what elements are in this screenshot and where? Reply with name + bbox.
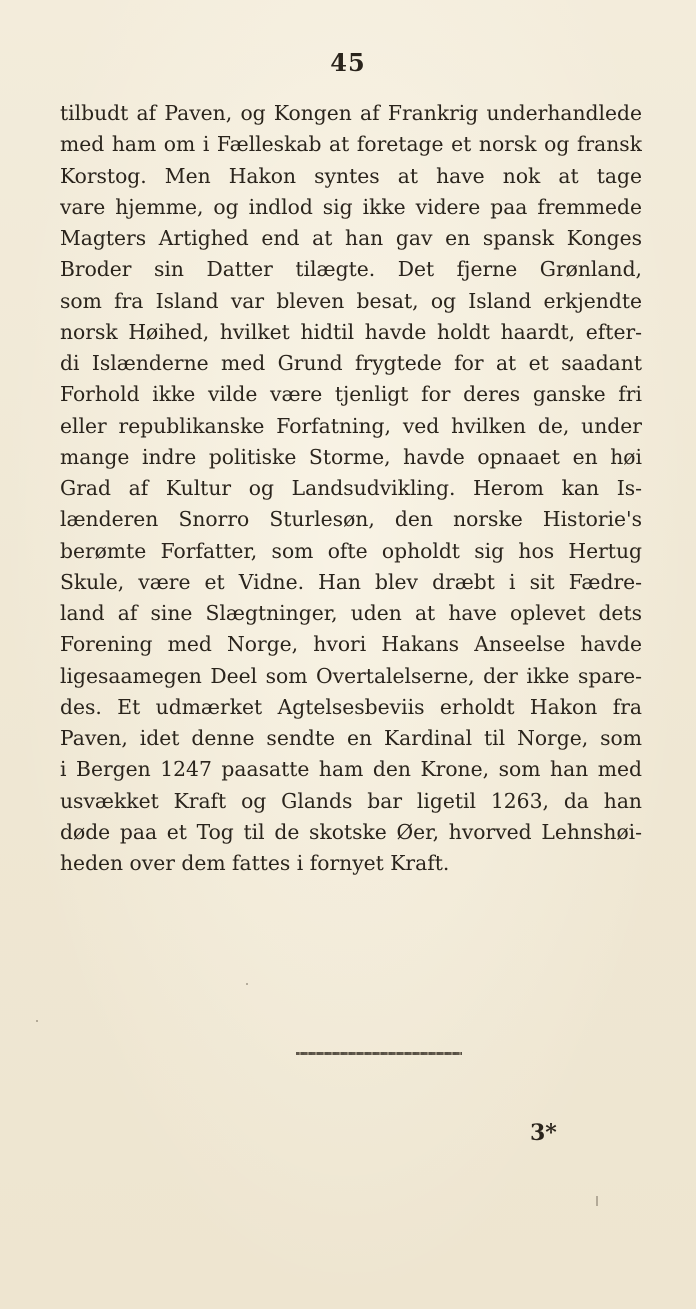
- text-line: norsk Høihed, hvilket hidtil havde holdt haardt, efter-: [60, 319, 642, 344]
- text-line: tilbudt af Paven, og Kongen af Frankrig underhandlede: [60, 101, 642, 125]
- paper-speck: [246, 983, 248, 985]
- text-line: ligesaamegen Deel som Overtalelserne, der ikke spare-: [60, 663, 642, 688]
- text-line: Forhold ikke vilde være tjenligt for deres ganske fri: [60, 382, 642, 407]
- text-line: døde paa et Tog til de skotske Øer, hvorved Lehnshøi-: [60, 819, 642, 844]
- text-line: i Bergen 1247 paasatte ham den Krone, som han med: [60, 757, 642, 782]
- text-line: berømte Forfatter, som ofte opholdt sig hos Hertug: [60, 538, 642, 563]
- text-line: eller republikanske Forfatning, ved hvilken de, under: [60, 413, 642, 438]
- text-line: des. Et udmærket Agtelsesbeviis erholdt Hakon fra: [60, 694, 642, 719]
- text-line: heden over dem fattes i fornyet Kraft.: [60, 851, 450, 875]
- text-line: mange indre politiske Storme, havde opnaaet en høi: [60, 444, 642, 469]
- text-line: Paven, idet denne sendte en Kardinal til Norge, som: [60, 726, 642, 750]
- page-number: 45: [330, 48, 366, 77]
- text-line: Skule, være et Vidne. Han blev dræbt i sit Fædre-: [60, 569, 642, 594]
- text-line: usvækket Kraft og Glands bar ligetil 1263, da han: [60, 788, 642, 813]
- text-line: med ham om i Fælleskab at foretage et norsk og fransk: [60, 132, 642, 157]
- text-line: lænderen Snorro Sturlesøn, den norske Historie's: [60, 507, 642, 532]
- paper-speck: [36, 1020, 38, 1022]
- text-line: Broder sin Datter tilægte. Det fjerne Grønland,: [60, 257, 642, 282]
- text-line: som fra Island var bleven besat, og Island erkjendte: [60, 288, 642, 313]
- signature-mark: 3*: [530, 1120, 557, 1146]
- text-line: Korstog. Men Hakon syntes at have nok at tage: [60, 163, 642, 188]
- body-paragraph: [60, 98, 642, 879]
- paper-speck: [596, 1196, 598, 1206]
- text-line: land af sine Slægtninger, uden at have oplevet dets: [60, 601, 642, 625]
- text-line: Grad af Kultur og Landsudvikling. Herom kan Is-: [60, 476, 642, 500]
- text-line: Magters Artighed end at han gav en spansk Konges: [60, 226, 642, 250]
- text-line: Forening med Norge, hvori Hakans Anseelse havde: [60, 632, 642, 657]
- section-divider: [296, 1052, 462, 1055]
- text-line: vare hjemme, og indlod sig ikke videre paa fremmede: [60, 194, 642, 219]
- text-line: di Islænderne med Grund frygtede for at et saadant: [60, 351, 642, 375]
